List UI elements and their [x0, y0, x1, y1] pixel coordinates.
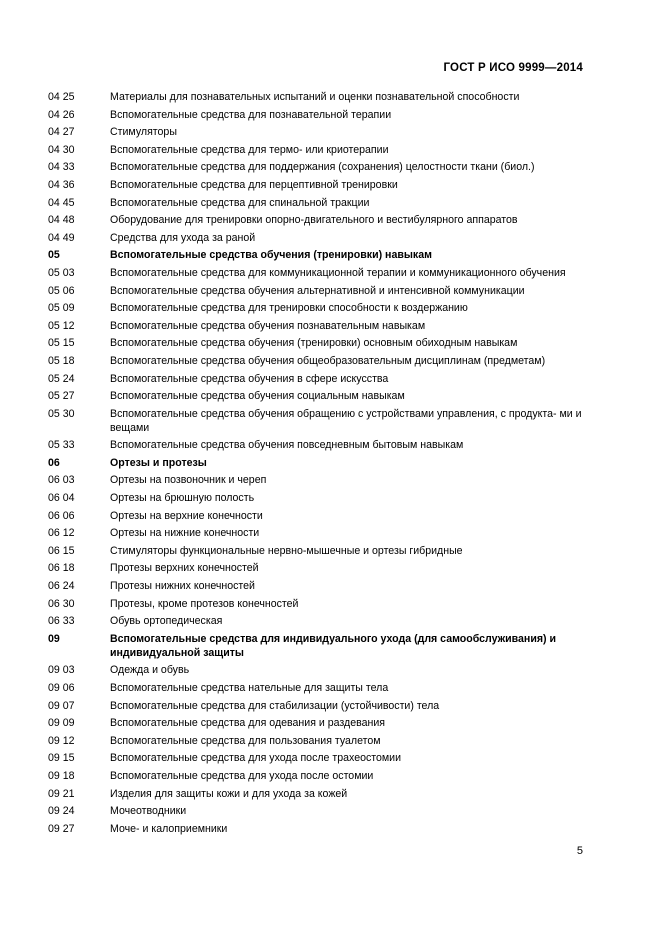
list-item [48, 336, 588, 350]
item-text: Вспомогательные средства для ухода после остомии [110, 769, 374, 782]
item-text: Вспомогательные средства обучения альтернативной и интенсивной коммуникации [110, 284, 525, 297]
item-text: Вспомогательные средства обучения (тренировки) навыкам [110, 249, 432, 262]
item-text: Вспомогательные средства обучения познавательным навыкам [110, 319, 426, 332]
item-code: 05 18 [48, 354, 75, 367]
item-code: 06 30 [48, 597, 75, 610]
item-text: Вспомогательные средства для познавательной терапии [110, 108, 392, 121]
item-code: 05 09 [48, 302, 75, 315]
list-item [48, 822, 588, 836]
item-code: 04 25 [48, 91, 75, 103]
list-item [48, 319, 588, 333]
list-item [48, 751, 588, 765]
item-code: 05 [48, 249, 60, 262]
item-text: Вспомогательные средства для коммуникационной терапии и коммуникационного обучения [110, 266, 566, 279]
list-item [48, 526, 588, 540]
section-heading-row [48, 632, 588, 660]
item-text: Стимуляторы [110, 126, 177, 139]
item-code: 04 33 [48, 161, 75, 174]
item-text: Вспомогательные средства обучения повседневным бытовым навыкам [110, 439, 464, 452]
item-text: Ортезы на верхние конечности [110, 509, 263, 522]
item-text: Материалы для познавательных испытаний и оценки познавательной способности [110, 91, 520, 103]
item-text: Ортезы на нижние конечности [110, 527, 260, 540]
item-text: Ортезы на брюшную полость [110, 492, 255, 505]
item-text: Вспомогательные средства для стабилизации (устойчивости) тела [110, 699, 440, 712]
item-code: 09 18 [48, 769, 75, 782]
list-item [48, 354, 588, 368]
item-text: Моче- и калоприемники [110, 822, 228, 835]
item-code: 05 03 [48, 266, 75, 279]
item-code: 06 33 [48, 615, 75, 628]
item-code: 09 27 [48, 822, 75, 835]
list-item [48, 681, 588, 695]
item-text: Протезы нижних конечностей [110, 580, 255, 593]
item-code: 04 36 [48, 178, 75, 191]
item-code: 04 49 [48, 231, 75, 244]
list-item [48, 491, 588, 505]
item-text: Вспомогательные средства обучения социальным навыкам [110, 390, 405, 403]
item-code: 04 48 [48, 214, 75, 227]
list-item [48, 597, 588, 611]
list-item [48, 544, 588, 558]
list-item [48, 125, 588, 139]
item-code: 04 45 [48, 196, 75, 209]
item-code: 06 24 [48, 580, 75, 593]
list-item [48, 231, 588, 245]
item-code: 06 04 [48, 492, 75, 505]
list-item [48, 804, 588, 818]
item-text: Ортезы и протезы [110, 456, 207, 469]
list-item [48, 143, 588, 157]
item-code: 06 [48, 456, 60, 469]
classification-list [48, 90, 588, 839]
item-text: Стимуляторы функциональные нервно-мышечные и ортезы гибридные [110, 544, 463, 557]
document-header: ГОСТ Р ИСО 9999—2014 [443, 62, 583, 74]
item-code: 09 24 [48, 805, 75, 818]
item-text: Протезы, кроме протезов конечностей [110, 597, 299, 610]
item-code: 05 30 [48, 407, 75, 420]
list-item [48, 699, 588, 713]
list-item [48, 213, 588, 227]
list-item [48, 108, 588, 122]
item-text: Вспомогательные средства для пользования туалетом [110, 734, 381, 747]
list-item [48, 614, 588, 628]
item-text: Вспомогательные средства обучения (тренировки) основным обиходным навыкам [110, 337, 518, 350]
list-item [48, 301, 588, 315]
list-item [48, 178, 588, 192]
item-code: 04 26 [48, 108, 75, 121]
item-text: Вспомогательные средства для поддержания (сохранения) целостности ткани (биол.) [110, 161, 535, 174]
list-item [48, 787, 588, 801]
item-text: Вспомогательные средства для спинальной тракции [110, 196, 370, 209]
item-code: 05 33 [48, 439, 75, 452]
item-code: 06 06 [48, 509, 75, 522]
item-code: 04 30 [48, 143, 75, 156]
list-item [48, 663, 588, 677]
item-code: 09 [48, 632, 60, 645]
list-item [48, 160, 588, 174]
item-code: 06 12 [48, 527, 75, 540]
item-text: Вспомогательные средства обучения общеобразовательным дисциплинам (предметам) [110, 354, 546, 367]
item-code: 09 07 [48, 699, 75, 712]
section-heading-row [48, 248, 588, 262]
item-code: 09 06 [48, 682, 75, 694]
list-item [48, 509, 588, 523]
list-item [48, 734, 588, 748]
item-text: Средства для ухода за раной [110, 231, 256, 244]
item-text: Вспомогательные средства для индивидуального ухода (для самообслуживания) и индивидуальной защиты [110, 632, 556, 659]
item-code: 06 18 [48, 562, 75, 575]
item-text: Вспомогательные средства для перцептивной тренировки [110, 178, 398, 191]
section-heading-row [48, 456, 588, 470]
list-item [48, 561, 588, 575]
item-code: 09 09 [48, 717, 75, 730]
list-item [48, 372, 588, 386]
list-item [48, 438, 588, 452]
item-code: 05 12 [48, 319, 75, 332]
item-code: 09 21 [48, 787, 75, 800]
item-code: 06 15 [48, 544, 75, 557]
item-text: Ортезы на позвоночник и череп [110, 474, 267, 487]
item-text: Оборудование для тренировки опорно-двигательного и вестибулярного аппаратов [110, 214, 518, 227]
list-item [48, 473, 588, 487]
item-text: Мочеотводники [110, 805, 187, 818]
item-text: Вспомогательные средства для одевания и раздевания [110, 717, 386, 730]
item-text: Одежда и обувь [110, 664, 190, 677]
list-item [48, 389, 588, 403]
item-code: 09 12 [48, 734, 75, 747]
list-item [48, 579, 588, 593]
item-code: 05 06 [48, 284, 75, 297]
list-item [48, 407, 588, 435]
item-code: 09 03 [48, 664, 75, 677]
item-code: 04 27 [48, 126, 75, 139]
list-item [48, 769, 588, 783]
page-number: 5 [576, 845, 583, 857]
item-text: Вспомогательные средства обучения в сфере искусства [110, 372, 389, 385]
item-text: Протезы верхних конечностей [110, 562, 259, 575]
item-code: 09 15 [48, 752, 75, 765]
item-code: 05 24 [48, 372, 75, 385]
item-code: 05 15 [48, 337, 75, 350]
item-code: 06 03 [48, 474, 75, 487]
item-text: Вспомогательные средства обучения обращению с устройствами управления, с продукта- ми и вещами [110, 407, 582, 434]
list-item [48, 196, 588, 210]
item-text: Вспомогательные средства для тренировки способности к воздержанию [110, 302, 468, 315]
list-item [48, 90, 588, 104]
item-text: Изделия для защиты кожи и для ухода за кожей [110, 787, 348, 800]
list-item [48, 716, 588, 730]
list-item [48, 266, 588, 280]
item-text: Вспомогательные средства нательные для защиты тела [110, 682, 389, 694]
item-code: 05 27 [48, 390, 75, 403]
item-text: Вспомогательные средства для ухода после трахеостомии [110, 752, 402, 765]
item-text: Обувь ортопедическая [110, 615, 223, 628]
item-text: Вспомогательные средства для термо- или криотерапии [110, 143, 389, 156]
list-item [48, 284, 588, 298]
